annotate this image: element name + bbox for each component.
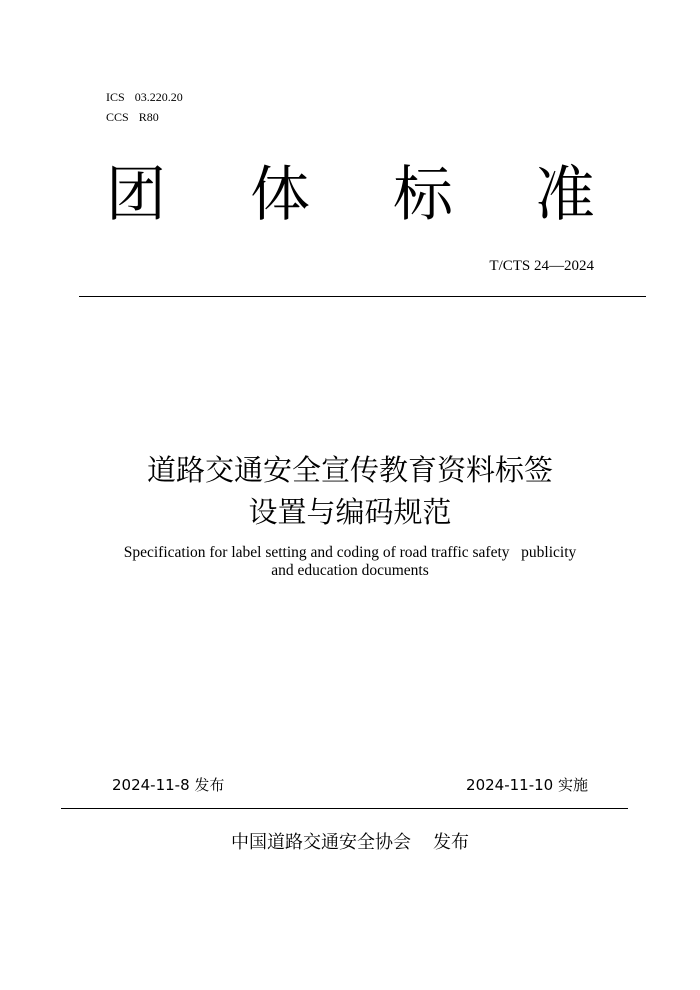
publisher (0, 828, 700, 854)
footer-divider (61, 808, 628, 809)
publisher-name: 中国道路交通安全协会 (231, 832, 411, 853)
publisher-action: 发布 (433, 832, 469, 853)
standard-type-char: 标 (393, 160, 453, 230)
ics-label: ICS (106, 90, 125, 104)
classification-codes (106, 87, 183, 127)
standard-type-char: 团 (106, 160, 166, 230)
title-en-line1: Specification for label setting and coding of road traffic safety publicity (123, 544, 577, 561)
standard-type-heading (0, 160, 700, 240)
title-cn-line2: 设置与编码规范 (248, 495, 452, 529)
implementation-date: 2024-11-10 实施 (466, 776, 588, 794)
standard-type-char: 体 (250, 160, 310, 230)
title-en-line2: and education documents (271, 562, 429, 579)
ccs-row (106, 107, 183, 127)
title-cn-line1: 道路交通安全宣传教育资料标签 (146, 453, 553, 487)
header-divider (79, 296, 646, 297)
ics-row (106, 87, 183, 107)
title-en (80, 544, 620, 580)
ccs-code: R80 (138, 110, 159, 124)
standard-number: T/CTS 24—2024 (489, 258, 594, 274)
publish-date: 2024-11-8 发布 (112, 776, 225, 794)
ccs-label: CCS (106, 110, 129, 124)
standard-type-char: 准 (535, 160, 595, 230)
ics-code: 03.220.20 (134, 90, 183, 104)
